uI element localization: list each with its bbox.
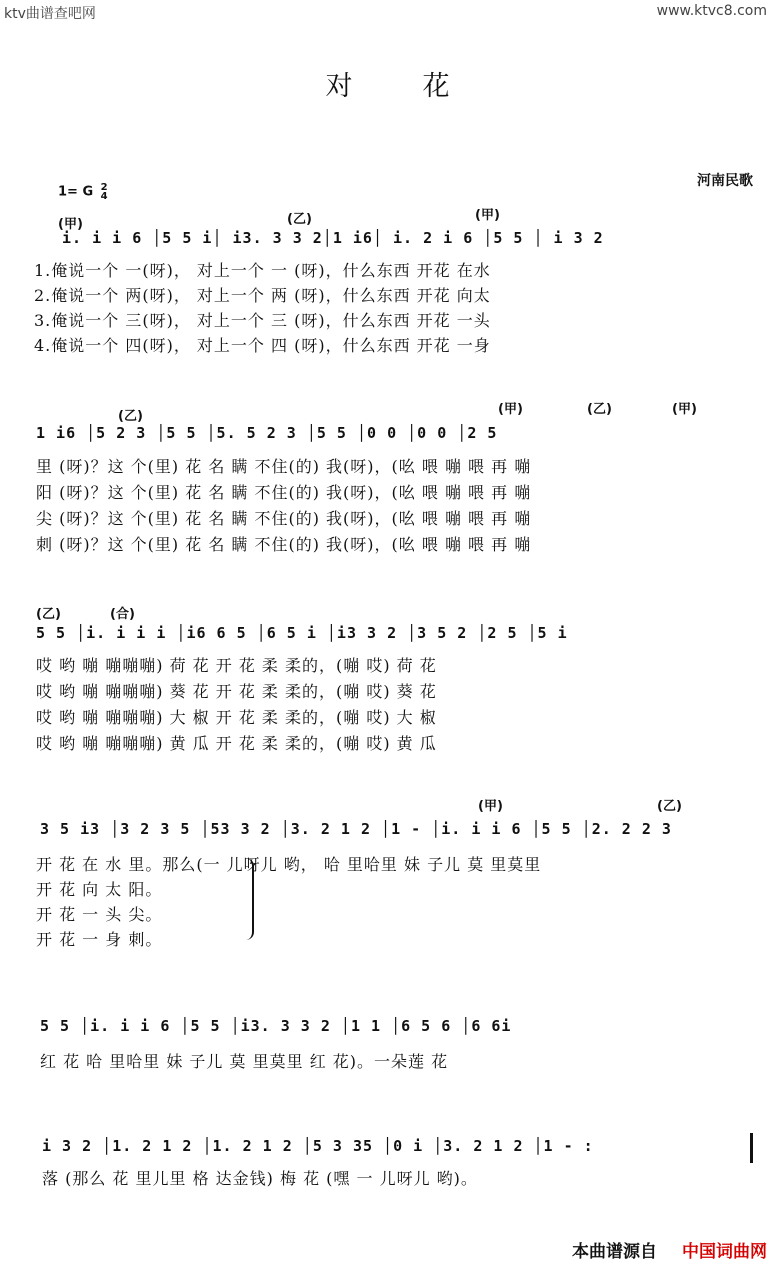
- notation-line: 5 5 │i. i i i │i6 6 5 │6 5 i │i3 3 2 │3 5 2 │2 5 │5 i: [36, 624, 568, 642]
- footer-source-label: 本曲谱源自: [572, 1242, 657, 1262]
- song-title: 对花: [325, 71, 520, 102]
- key-signature: [58, 183, 108, 201]
- part-mark: (乙): [287, 212, 312, 227]
- lyric-line: 尖 (呀)？这 个(里) 花 名 瞒 不住(的) 我(呀)，(吆 喂 嘣 喂 再 嘣: [36, 509, 532, 528]
- watermark-right: www.ktvc8.com: [656, 3, 767, 19]
- part-mark: (甲): [498, 402, 523, 417]
- key-label: 1= G: [58, 184, 94, 200]
- verse-brace: [244, 858, 254, 940]
- notation-line: i 3 2 │1. 2 1 2 │1. 2 1 2 │5 3 35 │0 i │3. 2 1 2 │1 - :: [42, 1137, 594, 1155]
- lyric-line: 开 花 一 头 尖。: [36, 905, 163, 924]
- lyric-line: 哎 哟 嘣 嘣嘣嘣) 黄 瓜 开 花 柔 柔的，(嘣 哎) 黄 瓜: [36, 734, 437, 753]
- part-mark: (乙): [118, 409, 143, 424]
- notation-line: 5 5 │i. i i 6 │5 5 │i3. 3 3 2 │1 1 │6 5 6 │6 6i: [40, 1017, 512, 1035]
- lyric-line: 开 花 向 太 阳。: [36, 880, 163, 899]
- lyric-line: 红 花 哈 里哈里 妹 子儿 莫 里莫里 红 花)。一朵莲 花: [40, 1052, 449, 1071]
- notation-line: 1 i6 │5 2 3 │5 5 │5. 5 2 3 │5 5 │0 0 │0 0 │2 5: [36, 424, 498, 442]
- song-origin: 河南民歌: [697, 173, 753, 189]
- footer-site-name: 中国词曲网: [682, 1242, 767, 1262]
- part-mark: (甲): [475, 208, 500, 223]
- part-mark: (合): [110, 607, 135, 622]
- lyric-line: 2.俺说一个 两(呀)， 对上一个 两 (呀)，什么东西 开花 向太: [34, 286, 491, 305]
- part-mark: (甲): [58, 217, 83, 232]
- final-barline: [750, 1133, 753, 1163]
- lyric-line: 4.俺说一个 四(呀)， 对上一个 四 (呀)，什么东西 开花 一身: [34, 336, 491, 355]
- part-mark: (乙): [36, 607, 61, 622]
- lyric-line: 哎 哟 嘣 嘣嘣嘣) 葵 花 开 花 柔 柔的，(嘣 哎) 葵 花: [36, 682, 437, 701]
- lyric-line: 里 (呀)？这 个(里) 花 名 瞒 不住(的) 我(呀)，(吆 喂 嘣 喂 再 嘣: [36, 457, 532, 476]
- lyric-line: 哎 哟 嘣 嘣嘣嘣) 荷 花 开 花 柔 柔的，(嘣 哎) 荷 花: [36, 656, 437, 675]
- part-mark: (甲): [672, 402, 697, 417]
- notation-line: i. i i 6 │5 5 i│ i3. 3 3 2│1 i6│ i. 2 i 6 │5 5 │ i 3 2: [62, 229, 604, 247]
- time-bottom: 4: [100, 191, 108, 202]
- lyric-line: 落 (那么 花 里儿里 格 达金钱) 梅 花 (嘿 一 儿呀儿 哟)。: [42, 1169, 478, 1188]
- lyric-line: 刺 (呀)？这 个(里) 花 名 瞒 不住(的) 我(呀)，(吆 喂 嘣 喂 再 嘣: [36, 535, 532, 554]
- lyric-line: 3.俺说一个 三(呀)， 对上一个 三 (呀)，什么东西 开花 一头: [34, 311, 491, 330]
- part-mark: (乙): [587, 402, 612, 417]
- lyric-line: 1.俺说一个 一(呀)， 对上一个 一 (呀)，什么东西 开花 在水: [34, 261, 491, 280]
- watermark-left: ktv曲谱查吧网: [4, 6, 96, 22]
- part-mark: (甲): [478, 799, 503, 814]
- lyric-line: 开 花 在 水 里。那么(一 儿呀儿 哟， 哈 里哈里 妹 子儿 莫 里莫里: [36, 855, 542, 874]
- time-signature: [101, 183, 108, 201]
- lyric-line: 开 花 一 身 刺。: [36, 930, 163, 949]
- part-mark: (乙): [657, 799, 682, 814]
- time-top: 2: [100, 182, 108, 193]
- lyric-line: 哎 哟 嘣 嘣嘣嘣) 大 椒 开 花 柔 柔的，(嘣 哎) 大 椒: [36, 708, 437, 727]
- notation-line: 3 5 i3 │3 2 3 5 │53 3 2 │3. 2 1 2 │1 - │i. i i 6 │5 5 │2. 2 2 3: [40, 820, 672, 838]
- lyric-line: 阳 (呀)？这 个(里) 花 名 瞒 不住(的) 我(呀)，(吆 喂 嘣 喂 再 嘣: [36, 483, 532, 502]
